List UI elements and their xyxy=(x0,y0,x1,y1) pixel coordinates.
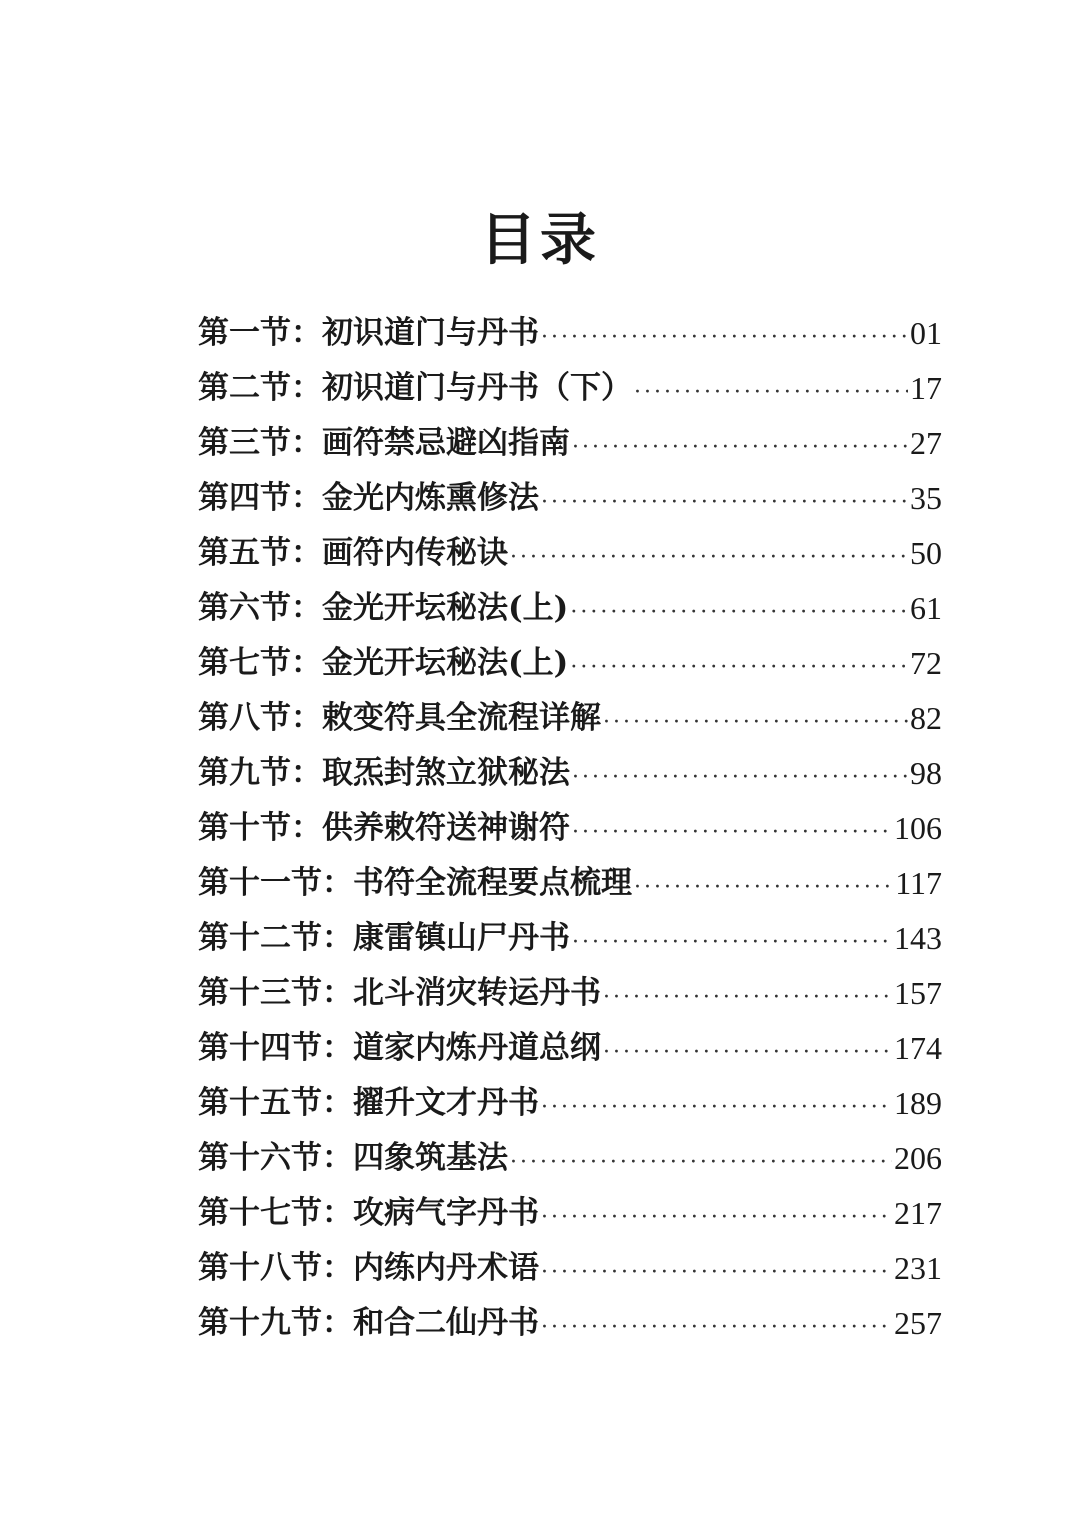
toc-entry[interactable] xyxy=(198,856,942,911)
dot-leader xyxy=(603,700,908,746)
toc-section-number: 第十四节： xyxy=(198,1030,353,1066)
toc-page-number: 189 xyxy=(894,1085,942,1121)
toc-page-number: 257 xyxy=(894,1305,942,1341)
toc-section-number: 第三节： xyxy=(198,425,322,461)
toc-section-number: 第一节： xyxy=(198,315,322,351)
toc-section-title: 书符全流程要点梳理 xyxy=(353,865,632,901)
dot-leader xyxy=(572,810,892,856)
toc-section-title: 北斗消灾转运丹书 xyxy=(353,975,601,1011)
toc-section-number: 第十九节： xyxy=(198,1305,353,1341)
dot-leader xyxy=(570,590,908,636)
dot-leader xyxy=(603,975,892,1021)
toc-entry[interactable] xyxy=(198,691,942,746)
toc-section-number: 第十六节： xyxy=(198,1140,353,1176)
toc-section-title: 敕变符具全流程详解 xyxy=(322,700,601,736)
dot-leader xyxy=(541,1250,892,1296)
toc-section-title: 取炁封煞立狱秘法 xyxy=(322,755,570,791)
dot-leader xyxy=(572,755,908,801)
toc-section-title: 内练内丹术语 xyxy=(353,1250,539,1286)
toc-page-number: 217 xyxy=(894,1195,942,1231)
toc-entry[interactable] xyxy=(198,416,942,471)
table-of-contents xyxy=(198,306,942,1351)
toc-section-number: 第五节： xyxy=(198,535,322,571)
toc-page-number: 143 xyxy=(894,920,942,956)
toc-page-number: 72 xyxy=(910,645,942,681)
toc-section-number: 第七节： xyxy=(198,645,322,681)
toc-section-title: 画符禁忌避凶指南 xyxy=(322,425,570,461)
toc-entry[interactable] xyxy=(198,471,942,526)
dot-leader xyxy=(570,645,908,691)
toc-section-number: 第十七节： xyxy=(198,1195,353,1231)
dot-leader xyxy=(541,315,908,361)
toc-section-number: 第十三节： xyxy=(198,975,353,1011)
toc-entry[interactable] xyxy=(198,636,942,691)
toc-page-number: 01 xyxy=(910,315,942,351)
toc-page-number: 157 xyxy=(894,975,942,1011)
toc-entry[interactable] xyxy=(198,801,942,856)
dot-leader xyxy=(572,920,892,966)
toc-entry[interactable] xyxy=(198,526,942,581)
toc-section-title: 道家内炼丹道总纲 xyxy=(353,1030,601,1066)
toc-section-title: 和合二仙丹书 xyxy=(353,1305,539,1341)
toc-entry[interactable] xyxy=(198,911,942,966)
toc-page-number: 117 xyxy=(895,865,942,901)
toc-page-number: 50 xyxy=(910,535,942,571)
toc-page-number: 17 xyxy=(910,370,942,406)
toc-entry[interactable] xyxy=(198,746,942,801)
dot-leader xyxy=(510,1140,892,1186)
toc-page-number: 106 xyxy=(894,810,942,846)
toc-section-title: 攻病气字丹书 xyxy=(353,1195,539,1231)
toc-section-title: 供养敕符送神谢符 xyxy=(322,810,570,846)
toc-entry[interactable] xyxy=(198,1131,942,1186)
dot-leader xyxy=(634,865,893,911)
toc-entry[interactable] xyxy=(198,361,942,416)
toc-entry[interactable] xyxy=(198,1186,942,1241)
toc-page-number: 27 xyxy=(910,425,942,461)
toc-page-number: 98 xyxy=(910,755,942,791)
toc-section-number: 第十节： xyxy=(198,810,322,846)
toc-page-number: 231 xyxy=(894,1250,942,1286)
toc-section-number: 第八节： xyxy=(198,700,322,736)
dot-leader xyxy=(572,425,908,471)
dot-leader xyxy=(510,535,908,581)
dot-leader xyxy=(541,1305,892,1351)
toc-section-number: 第四节： xyxy=(198,480,322,516)
toc-section-title: 擢升文才丹书 xyxy=(353,1085,539,1121)
toc-page-number: 206 xyxy=(894,1140,942,1176)
toc-page-number: 61 xyxy=(910,590,942,626)
toc-section-title: 金光开坛秘法(上) xyxy=(322,590,569,626)
toc-section-number: 第九节： xyxy=(198,755,322,791)
dot-leader xyxy=(541,1085,892,1131)
dot-leader xyxy=(634,370,908,416)
toc-page-number: 35 xyxy=(910,480,942,516)
dot-leader xyxy=(541,1195,892,1241)
toc-entry[interactable] xyxy=(198,306,942,361)
toc-section-number: 第十二节： xyxy=(198,920,353,956)
dot-leader xyxy=(603,1030,892,1076)
toc-entry[interactable] xyxy=(198,581,942,636)
toc-section-number: 第十八节： xyxy=(198,1250,353,1286)
toc-entry[interactable] xyxy=(198,1296,942,1351)
toc-section-title: 画符内传秘诀 xyxy=(322,535,508,571)
toc-section-title: 金光内炼熏修法 xyxy=(322,480,539,516)
toc-entry[interactable] xyxy=(198,1241,942,1296)
toc-section-title: 初识道门与丹书（下） xyxy=(322,370,632,406)
toc-entry[interactable] xyxy=(198,1021,942,1076)
toc-section-title: 初识道门与丹书 xyxy=(322,315,539,351)
toc-section-title: 四象筑基法 xyxy=(353,1140,508,1176)
toc-section-number: 第十五节： xyxy=(198,1085,353,1121)
toc-section-title: 康雷镇山尸丹书 xyxy=(353,920,570,956)
dot-leader xyxy=(541,480,908,526)
toc-section-number: 第六节： xyxy=(198,590,322,626)
toc-page-number: 82 xyxy=(910,700,942,736)
toc-section-number: 第二节： xyxy=(198,370,322,406)
toc-section-title: 金光开坛秘法(上) xyxy=(322,645,569,681)
toc-section-number: 第十一节： xyxy=(198,865,353,901)
toc-page-number: 174 xyxy=(894,1030,942,1066)
toc-entry[interactable] xyxy=(198,1076,942,1131)
page-title: 目录 xyxy=(480,207,600,273)
toc-entry[interactable] xyxy=(198,966,942,1021)
